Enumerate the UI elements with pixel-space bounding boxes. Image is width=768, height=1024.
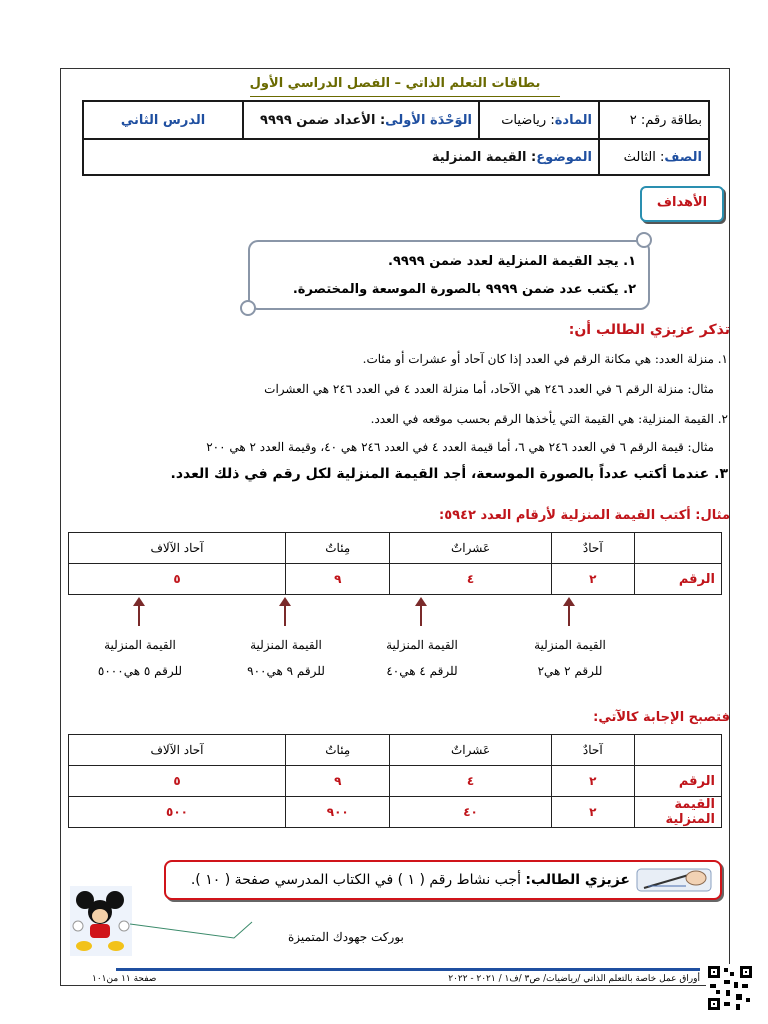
place-value-label <box>80 632 200 684</box>
unit-cell <box>242 102 478 138</box>
table-corner-cell <box>635 533 722 564</box>
value-cell: ٥٠٠ <box>69 797 286 828</box>
table-header: عَشراتٌ <box>390 735 551 766</box>
digit-cell: ٢ <box>551 564 634 595</box>
row-label: القيمة المنزلية <box>635 797 722 828</box>
grade-value: : الثالث <box>623 149 665 165</box>
value-cell: ٢ <box>551 797 634 828</box>
page-frame <box>60 68 730 986</box>
value-cell: ٩٠٠ <box>286 797 390 828</box>
topic-cell <box>84 140 598 174</box>
table-header: آحاد الآلاف <box>69 533 286 564</box>
note-text: أجب نشاط رقم ( ١ ) في الكتاب المدرسي صفحة ( ١٠ ). <box>190 872 526 888</box>
table-corner-cell <box>635 735 722 766</box>
blessing-text: بوركت جهودك المتميزة <box>288 930 404 944</box>
header-row-1 <box>84 102 708 140</box>
lesson-title: الدرس الثاني <box>120 112 206 128</box>
title-underline <box>250 96 560 97</box>
point-2-example: مثال: قيمة الرقم ٦ في العدد ٢٤٦ هي ٦، أما قيمة العدد ٤ في العدد ٢٤٦ هي ٤٠، وقيمة العدد ٢ هي ٢٠٠ <box>206 440 714 454</box>
place-value-label-line: القيمة المنزلية <box>386 638 458 652</box>
digit-cell: ٤ <box>390 766 551 797</box>
page-title: بطاقات التعلم الذاتي – الفصل الدراسي الأول <box>249 76 541 91</box>
table-row <box>69 797 722 828</box>
arrow-up-icon <box>138 604 140 626</box>
lesson-cell <box>84 102 242 138</box>
card-number-cell <box>598 102 708 138</box>
objectives-badge: الأهداف <box>640 186 724 222</box>
example-title: مثال: أكتب القيمة المنزلية لأرقام العدد ٥٩٤٢: <box>439 508 730 523</box>
point-1-example: مثال: منزلة الرقم ٦ في العدد ٢٤٦ هي الآحاد، أما منزلة العدد ٤ في العدد ٢٤٦ هي العشرات <box>264 382 714 396</box>
answer-title: فتصبح الإجابة كالآتي: <box>593 710 730 725</box>
subject-value: : رياضيات <box>501 112 555 128</box>
digit-cell: ٤ <box>390 564 551 595</box>
scroll-curl-top-icon <box>636 232 652 248</box>
value-cell: ٤٠ <box>390 797 551 828</box>
digit-cell: ٩ <box>286 766 390 797</box>
table-header: آحادٌ <box>551 533 634 564</box>
footer-divider <box>116 968 700 971</box>
topic-label: الموضوع <box>536 149 592 165</box>
hand-pen-icon <box>636 866 712 894</box>
objective-1: ١. يجد القيمة المنزلية لعدد ضمن ٩٩٩٩. <box>388 254 636 269</box>
digit-cell: ٢ <box>551 766 634 797</box>
topic-value: : القيمة المنزلية <box>431 149 537 165</box>
place-value-table <box>68 532 722 595</box>
qr-code-icon <box>706 964 754 1012</box>
digit-cell: ٥ <box>69 766 286 797</box>
row-label: الرقم <box>635 766 722 797</box>
point-2: ٢. القيمة المنزلية: هي القيمة التي يأخذها الرقم بحسب موقعه في العدد. <box>370 412 728 426</box>
place-value-label <box>362 632 482 684</box>
place-value-label-line: للرقم ٥ هي٥٠٠٠ <box>97 664 183 678</box>
digit-cell: ٥ <box>69 564 286 595</box>
objectives-scroll <box>248 240 650 310</box>
place-value-label-line: للرقم ٤ هي٤٠ <box>386 664 458 678</box>
header-row-2 <box>84 140 708 174</box>
unit-label: الوَحْدَة الأولى <box>385 112 472 128</box>
place-value-label-line: القيمة المنزلية <box>104 638 176 652</box>
place-value-label <box>226 632 346 684</box>
table-row <box>69 564 722 595</box>
point-1: ١. منزلة العدد: هي مكانة الرقم في العدد إذا كان آحاد أو عشرات أو مئات. <box>362 352 728 366</box>
activity-note <box>164 860 722 900</box>
row-label: الرقم <box>635 564 722 595</box>
reminder-title: تذكر عزيزي الطالب أن: <box>568 322 730 338</box>
header-box <box>82 100 710 176</box>
digit-cell: ٩ <box>286 564 390 595</box>
place-value-label-line: للرقم ٢ هي٢ <box>537 664 603 678</box>
subject-label: المادة <box>554 112 592 128</box>
table-header: مِئاتٌ <box>286 735 390 766</box>
grade-cell <box>598 140 708 174</box>
table-header-row <box>69 533 722 564</box>
card-label: بطاقة رقم: <box>640 112 702 128</box>
card-number: ٢ <box>629 112 637 128</box>
connector-line <box>130 920 260 942</box>
place-value-label-line: للرقم ٩ هي٩٠٠ <box>247 664 325 678</box>
objective-2: ٢. يكتب عدد ضمن ٩٩٩٩ بالصورة الموسعة والمختصرة. <box>292 282 636 297</box>
place-value-label-line: القيمة المنزلية <box>534 638 606 652</box>
place-value-label-line: القيمة المنزلية <box>250 638 322 652</box>
table-row <box>69 766 722 797</box>
unit-value: : الأعداد ضمن ٩٩٩٩ <box>260 112 386 128</box>
arrow-up-icon <box>420 604 422 626</box>
page-number: صفحة ١١ من١٠١ <box>92 974 157 984</box>
point-3: ٣. عندما أكتب عدداً بالصورة الموسعة، أجد القيمة المنزلية لكل رقم في ذلك العدد. <box>170 466 728 482</box>
footer-source: أوراق عمل خاصة بالتعلم الذاتي /رياضيات/ ص٣ /ف١ / ٢٠٢١ - ٢٠٢٢ <box>448 974 700 984</box>
table-header: عَشراتٌ <box>390 533 551 564</box>
table-header: مِئاتٌ <box>286 533 390 564</box>
subject-cell <box>478 102 598 138</box>
arrow-up-icon <box>284 604 286 626</box>
answer-table <box>68 734 722 828</box>
place-value-label <box>510 632 630 684</box>
table-header: آحادٌ <box>551 735 634 766</box>
table-header: آحاد الآلاف <box>69 735 286 766</box>
scroll-curl-bottom-icon <box>240 300 256 316</box>
arrow-up-icon <box>568 604 570 626</box>
grade-label: الصف <box>664 149 702 165</box>
mickey-mouse-icon <box>70 886 132 956</box>
note-label: عزيزي الطالب: <box>525 872 630 888</box>
table-header-row <box>69 735 722 766</box>
